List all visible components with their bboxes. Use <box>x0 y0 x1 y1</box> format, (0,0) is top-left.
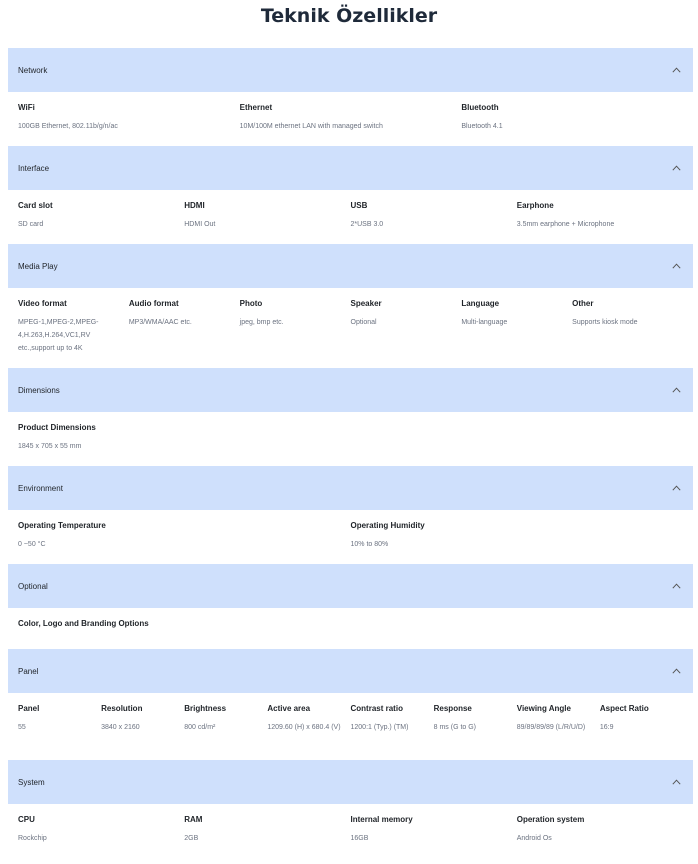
spec-label: Earphone <box>516 201 554 210</box>
chevron-up-icon[interactable] <box>669 259 683 273</box>
spec-item <box>18 422 683 456</box>
spec-label: Other <box>572 299 594 308</box>
spec-value: 16GB <box>350 835 369 842</box>
spec-label: Language <box>461 299 500 308</box>
spec-item <box>18 814 184 845</box>
spec-value: 3840 x 2160 <box>101 724 140 731</box>
spec-item <box>129 298 240 358</box>
spec-item <box>600 703 683 750</box>
spec-item <box>101 703 184 750</box>
spec-value: 16:9 <box>599 724 614 731</box>
section-title: Panel <box>18 666 39 676</box>
spec-value: 55 <box>18 724 26 731</box>
spec-value: MP3/WMA/AAC etc. <box>128 319 192 326</box>
spec-label: Product Dimensions <box>18 423 96 432</box>
section-dimensions <box>8 368 693 456</box>
section-header[interactable] <box>8 760 693 804</box>
chevron-up-icon[interactable] <box>669 481 683 495</box>
spec-value: SD card <box>18 221 44 228</box>
section-title: Media Play <box>18 261 58 271</box>
section-title: Dimensions <box>18 385 60 395</box>
chevron-up-icon[interactable] <box>669 63 683 77</box>
spec-item <box>517 703 600 750</box>
section-header[interactable] <box>8 48 693 92</box>
spec-value: 800 cd/m² <box>184 724 216 731</box>
spec-label: Aspect Ratio <box>599 704 649 713</box>
spec-label: HDMI <box>184 201 205 210</box>
spec-item <box>18 520 351 554</box>
section-body <box>8 288 693 358</box>
spec-item <box>351 814 517 845</box>
spec-sections <box>0 48 698 844</box>
spec-value: Optional <box>350 319 377 326</box>
section-header[interactable] <box>8 368 693 412</box>
spec-item <box>267 703 350 750</box>
section-media-play <box>8 244 693 358</box>
section-panel <box>8 649 693 750</box>
spec-value: 8 ms (G to G) <box>433 724 477 731</box>
section-header[interactable] <box>8 649 693 693</box>
spec-value: 3.5mm earphone + Microphone <box>516 221 615 228</box>
spec-item <box>184 200 350 234</box>
spec-label: Operating Temperature <box>18 521 106 530</box>
chevron-up-icon[interactable] <box>669 383 683 397</box>
spec-value: MPEG-1,MPEG-2,MPEG-4,H.263,H.264,VC1,RV etc.,support up to 4K <box>18 319 99 352</box>
spec-label: Response <box>433 704 472 713</box>
section-body <box>8 92 693 136</box>
spec-value: 0 ~50 °C <box>18 541 46 548</box>
section-header[interactable] <box>8 564 693 608</box>
section-body <box>8 412 693 456</box>
chevron-up-icon[interactable] <box>669 664 683 678</box>
spec-item <box>517 814 683 845</box>
spec-label: Operation system <box>516 815 585 824</box>
spec-label: CPU <box>18 815 35 824</box>
spec-label: Active area <box>267 704 311 713</box>
spec-value: 2*USB 3.0 <box>350 221 384 228</box>
page-title: Teknik Özellikler <box>260 5 438 27</box>
section-body <box>8 804 693 844</box>
spec-item <box>517 200 683 234</box>
spec-item <box>461 102 683 136</box>
chevron-up-icon[interactable] <box>669 579 683 593</box>
section-system <box>8 760 693 844</box>
section-environment <box>8 466 693 554</box>
spec-item <box>18 200 184 234</box>
spec-label: WiFi <box>18 103 35 112</box>
spec-value: 10% to 80% <box>350 541 389 548</box>
spec-label: Brightness <box>184 704 227 713</box>
spec-item <box>351 703 434 750</box>
spec-label: Photo <box>239 299 263 308</box>
spec-value: Multi-language <box>461 319 508 326</box>
spec-item <box>18 618 683 639</box>
spec-item <box>572 298 683 358</box>
spec-value: 1200:1 (Typ.) (TM) <box>350 724 409 731</box>
section-network <box>8 48 693 136</box>
section-interface <box>8 146 693 234</box>
spec-value: 89/89/89/89 (L/R/U/D) <box>516 724 586 731</box>
section-body <box>8 510 693 554</box>
section-title: Network <box>18 65 48 75</box>
spec-item <box>461 298 572 358</box>
spec-value: 100GB Ethernet, 802.11b/g/n/ac <box>18 123 118 130</box>
chevron-up-icon[interactable] <box>669 775 683 789</box>
section-title: Interface <box>18 163 50 173</box>
section-title: Optional <box>18 581 48 591</box>
spec-value: 1209.60 (H) x 680.4 (V) <box>267 724 341 731</box>
section-body <box>8 608 693 639</box>
chevron-up-icon[interactable] <box>669 161 683 175</box>
spec-label: RAM <box>184 815 203 824</box>
spec-item <box>184 703 267 750</box>
section-header[interactable] <box>8 244 693 288</box>
spec-label: Viewing Angle <box>516 704 571 713</box>
section-header[interactable] <box>8 146 693 190</box>
spec-label: Ethernet <box>239 103 273 112</box>
spec-label: Internal memory <box>350 815 413 824</box>
spec-value: HDMI Out <box>184 221 216 228</box>
spec-value: Android Os <box>516 835 552 842</box>
spec-value: 10M/100M ethernet LAN with managed switch <box>239 123 383 130</box>
spec-item <box>351 520 684 554</box>
section-header[interactable] <box>8 466 693 510</box>
spec-label: Speaker <box>350 299 382 308</box>
spec-label: Card slot <box>18 201 53 210</box>
spec-item <box>240 102 462 136</box>
spec-label: USB <box>350 201 368 210</box>
spec-label: Resolution <box>101 704 143 713</box>
spec-item <box>434 703 517 750</box>
section-title: Environment <box>18 483 63 493</box>
spec-label: Panel <box>18 704 40 713</box>
spec-item <box>18 298 129 358</box>
spec-label: Bluetooth <box>461 103 499 112</box>
spec-item <box>18 102 240 136</box>
spec-item <box>18 703 101 750</box>
section-body <box>8 190 693 234</box>
spec-item <box>240 298 351 358</box>
section-optional <box>8 564 693 639</box>
spec-item <box>351 200 517 234</box>
section-title: System <box>18 777 45 787</box>
spec-label: Color, Logo and Branding Options <box>18 619 149 628</box>
spec-item <box>184 814 350 845</box>
spec-value: Supports kiosk mode <box>572 319 638 326</box>
spec-value: 1845 x 705 x 55 mm <box>18 443 82 450</box>
spec-value: Bluetooth 4.1 <box>461 123 503 130</box>
spec-label: Video format <box>18 299 67 308</box>
spec-value: Rockchip <box>18 835 47 842</box>
spec-label: Operating Humidity <box>350 521 425 530</box>
spec-value: 2GB <box>184 835 199 842</box>
spec-value: jpeg, bmp etc. <box>239 319 284 326</box>
spec-label: Audio format <box>128 299 179 308</box>
spec-label: Contrast ratio <box>350 704 403 713</box>
spec-item <box>351 298 462 358</box>
section-body <box>8 693 693 750</box>
